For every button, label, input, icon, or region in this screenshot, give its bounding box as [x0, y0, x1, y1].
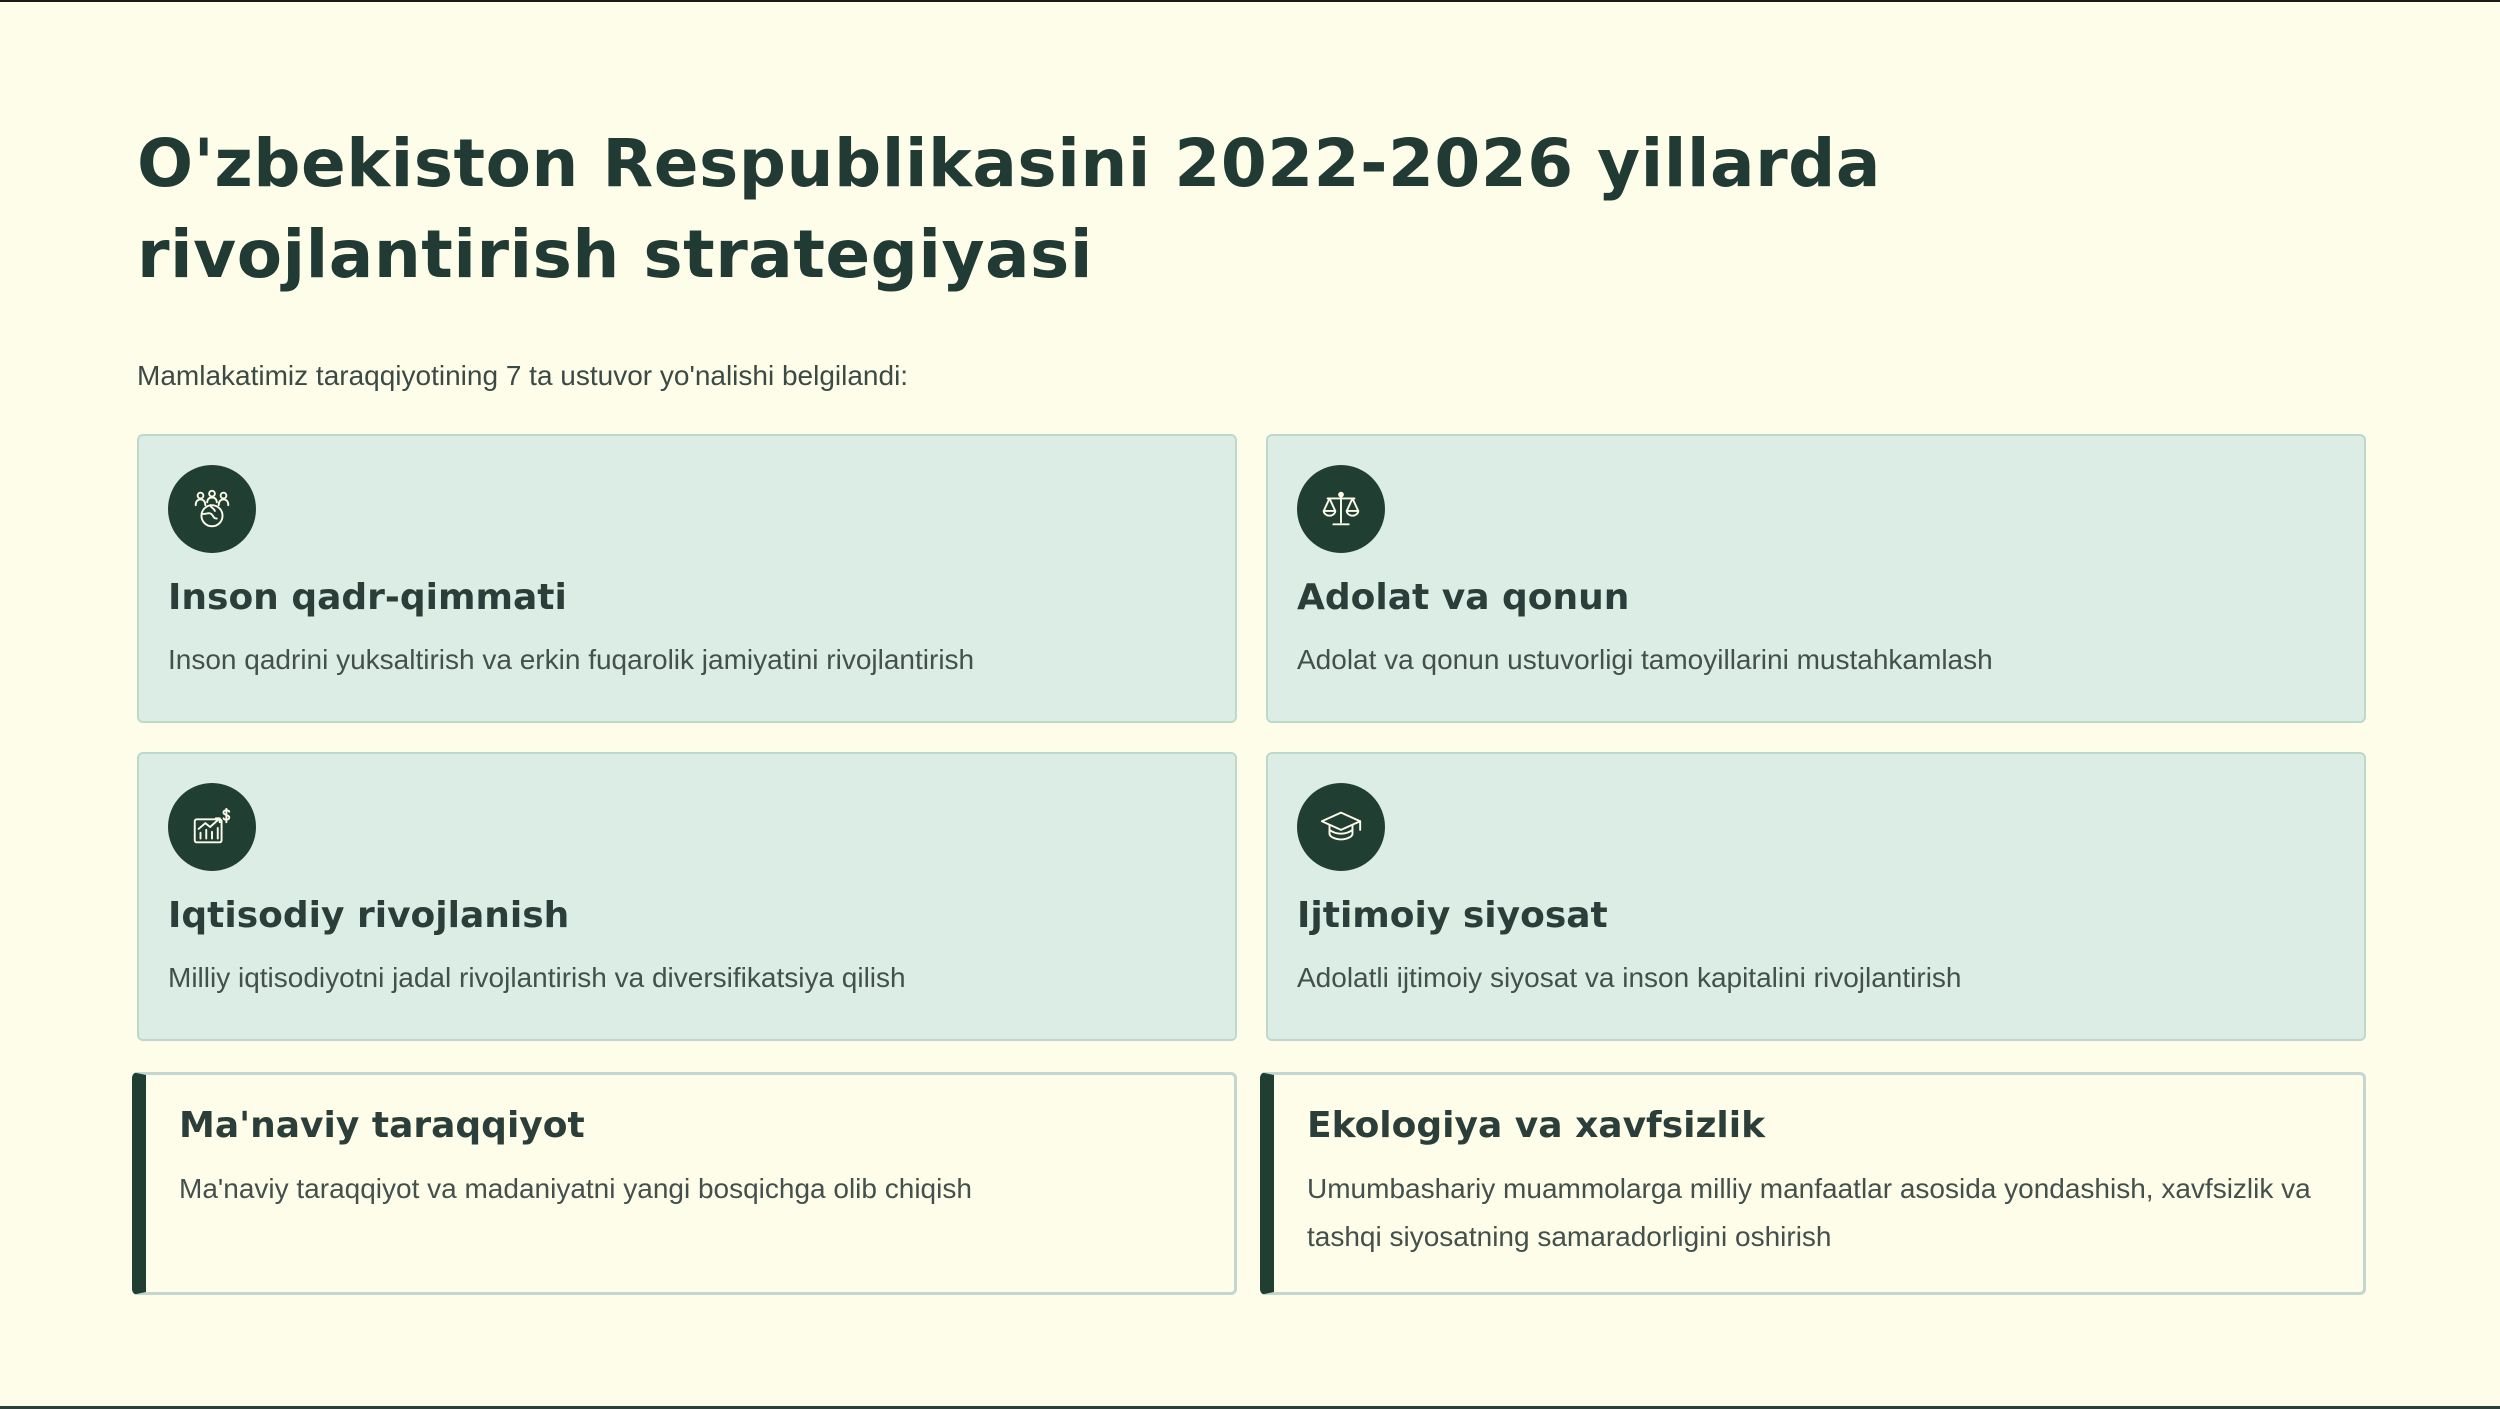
- priority-card-human-dignity: [137, 434, 1237, 723]
- priority-card-economic-development: [137, 752, 1237, 1041]
- card-title: Adolat va qonun: [1297, 577, 1630, 618]
- priority-card-spiritual-development: [132, 1072, 1237, 1295]
- priority-card-social-policy: [1266, 752, 2366, 1041]
- card-description: Inson qadrini yuksaltirish va erkin fuqarolik jamiyatini rivojlantirish: [168, 644, 975, 675]
- card-title: Inson qadr-qimmati: [168, 577, 567, 618]
- card-description: Umumbashariy muammolarga milliy manfaatlar asosida yondashish, xavfsizlik va tashqi siyosatning samaradorligini oshirish: [1307, 1173, 2311, 1252]
- page-subtitle: Mamlakatimiz taraqqiyotining 7 ta ustuvor yo'nalishi belgilandi:: [137, 360, 909, 391]
- card-title: Iqtisodiy rivojlanish: [168, 895, 570, 936]
- page-title-line-1: O'zbekiston Respublikasini 2022-2026 yillarda: [137, 125, 1881, 202]
- card-description: Milliy iqtisodiyotni jadal rivojlantirish va diversifikatsiya qilish: [168, 962, 906, 993]
- page-title: [137, 118, 2365, 300]
- scales-icon: [1297, 465, 1385, 553]
- card-title: Ma'naviy taraqqiyot: [179, 1105, 585, 1146]
- people-globe-icon: [168, 465, 256, 553]
- page-title-line-2: rivojlantirish strategiyasi: [137, 216, 1093, 293]
- priority-card-ecology-security: [1260, 1072, 2366, 1295]
- card-title: Ekologiya va xavfsizlik: [1307, 1105, 1766, 1146]
- card-description: Adolat va qonun ustuvorligi tamoyillarini mustahkamlash: [1297, 644, 1993, 675]
- card-title: Ijtimoiy siyosat: [1297, 895, 1608, 936]
- priority-card-justice-law: [1266, 434, 2366, 723]
- graduation-cap-icon: [1297, 783, 1385, 871]
- card-description: Ma'naviy taraqqiyot va madaniyatni yangi bosqichga olib chiqish: [179, 1173, 972, 1204]
- card-description: Adolatli ijtimoiy siyosat va inson kapitalini rivojlantirish: [1297, 962, 1962, 993]
- growth-chart-icon: [168, 783, 256, 871]
